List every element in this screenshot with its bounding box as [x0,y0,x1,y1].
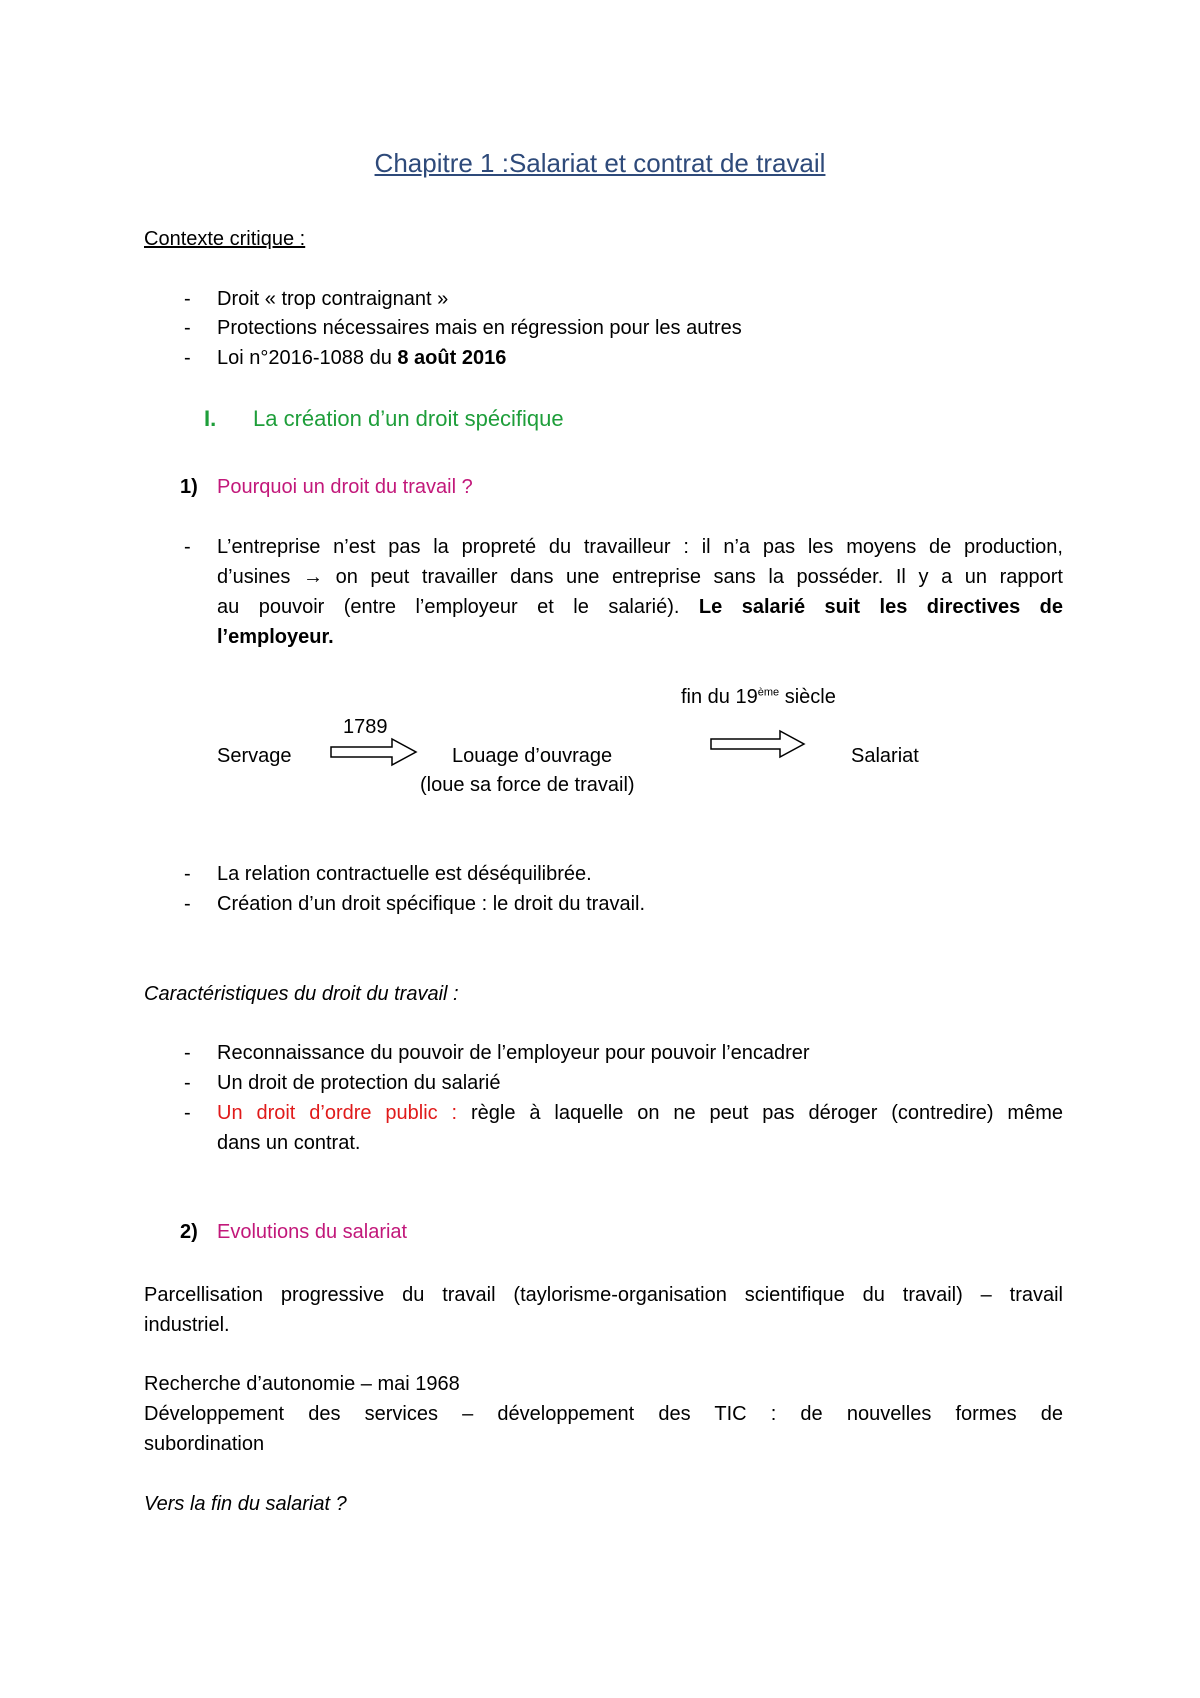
paragraph-line: Parcellisation progressive du travail (taylorisme-organisation scientifique du travail) – travail [144,1284,1063,1306]
paragraph-line: au pouvoir (entre l’employeur et le salarié). Le salarié suit les directives de [217,596,1063,618]
diagram-year: 1789 [343,716,388,738]
diagram-salariat: Salariat [851,745,919,767]
page-title: Chapitre 1 :Salariat et contrat de travail [374,148,826,178]
arrow-icon [710,729,806,759]
diagram-louage: Louage d’ouvrage [452,745,613,767]
arrow-icon [330,737,418,767]
bullet-marker: - [184,1102,191,1124]
paragraph-line: industriel. [144,1314,230,1336]
caracteristiques-heading: Caractéristiques du droit du travail : [144,983,459,1005]
paragraph-line: l’employeur. [217,626,334,648]
contexte-item: Protections nécessaires mais en régression pour les autres [217,317,742,339]
bullet-marker: - [184,1072,191,1094]
diagram-louage-sub: (loue sa force de travail) [420,774,635,796]
date-bold: 8 août 2016 [397,347,507,369]
bullet-marker: - [184,893,191,915]
paragraph-line: Développement des services – développement des TIC : de nouvelles formes de [144,1403,1063,1425]
contexte-item: Loi n°2016-1088 du 8 août 2016 [217,347,507,369]
section-title: La création d’un droit spécifique [253,406,564,431]
subsection-title: Evolutions du salariat [217,1221,408,1243]
paragraph-line: L’entreprise n’est pas la propreté du travailleur : il n’a pas les moyens de production, [217,536,1063,558]
closing-question: Vers la fin du salariat ? [144,1493,347,1515]
subsection-number: 2) [180,1221,198,1243]
bullet-marker: - [184,347,191,369]
diagram-servage: Servage [217,745,292,767]
bullet-marker: - [184,863,191,885]
bullet-marker: - [184,536,191,558]
list-item: Création d’un droit spécifique : le droit du travail. [217,893,646,915]
contexte-item: Droit « trop contraignant » [217,288,449,310]
contexte-heading: Contexte critique : [144,228,306,250]
list-item: Un droit d’ordre public : règle à laquelle on ne peut pas déroger (contredire) même [217,1102,1063,1124]
paragraph-line: d’usines → on peut travailler dans une entreprise sans la posséder. Il y a un rapport [217,566,1063,588]
bullet-marker: - [184,1042,191,1064]
bullet-marker: - [184,288,191,310]
list-item: dans un contrat. [217,1132,361,1154]
section-number: I. [204,406,217,431]
diagram-fin-label: fin du 19ème siècle [681,686,836,708]
list-item: Un droit de protection du salarié [217,1072,501,1094]
bullet-marker: - [184,317,191,339]
list-item: Reconnaissance du pouvoir de l’employeur pour pouvoir l’encadrer [217,1042,810,1064]
paragraph-line: Recherche d’autonomie – mai 1968 [144,1373,460,1395]
subsection-title: Pourquoi un droit du travail ? [217,476,473,498]
subsection-number: 1) [180,476,198,498]
list-item: La relation contractuelle est déséquilibrée. [217,863,592,885]
paragraph-line: subordination [144,1433,265,1455]
